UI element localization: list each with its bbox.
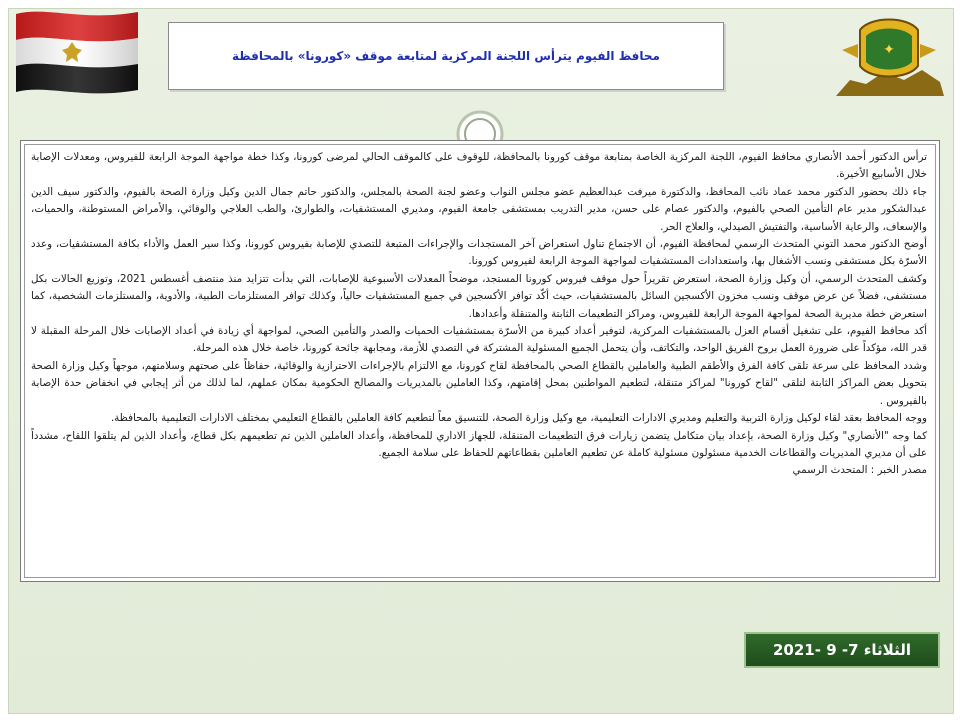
article-paragraph-8: كما وجه "الأنصاري" وكيل وزارة الصحة، بإعداد بيان متكامل يتضمن زيارات فرق التطعيمات المتنقلة، للجهاز الاداري للمحافظة، وأعداد العاملين الذين تم تطعيمهم بكل قطاع، وأعداد الذين لم يتلقوا اللقاح، مشدداً على أن مديري المديريات والقطاعات الخدمية مسئولون مسئولية كاملة عن تطعيم العاملين بقطاعاتهم للحفاظ على سلامة الجميع.	[31, 429, 927, 459]
article-paragraph-3: أوضح الدكتور محمد التوني المتحدث الرسمي لمحافظة الفيوم، أن الاجتماع تناول استعراض آخر المستجدات والإجراءات المتبعة للتصدي للإصابة بفيروس كورونا، وكذا سير العمل والأداء بكافة المستشفيات، وعدد الأسرّة بكل مستشفى ونسب الأشغال بها، واستعدادات المستشفيات لمواجهة الموجة الرابعة لفيروس كورونا.	[31, 238, 927, 268]
article-paragraph-6: وشدد المحافظ على سرعة تلقى كافة الفرق والأطقم الطبية والعاملين بالقطاع الصحي بالمحافظة لقاح كورونا، مع الالتزام بالإجراءات الاحترازية والوقائية، حفاظاً على صحتهم وسلامتهم، موجهاً وكيل وزارة الصحة بتحويل بعض المراكز الثابتة لتلقى "لقاح كورونا" لمراكز متنقلة، لتطعيم المواطنين بمحل إقامتهم، وكذا العاملين بالمديريات والمصالح الحكومية بمكان عملهم، لما لذلك من أثر إيجابي في انخفاض حدة الإصابة بالفيروس .	[31, 359, 927, 407]
headline-box	[168, 22, 724, 90]
article-paragraph-4: وكشف المتحدث الرسمي، أن وكيل وزارة الصحة، استعرض تقريراً حول موقف فيروس كورونا المستجد، موضحاً المعدلات الأسبوعية للإصابات، التي بدأت تتزايد منذ منتصف أغسطس 2021، وتوزيع الحالات بكل مستشفى، فضلاً عن عرض موقف ونسب مخزون الأكسجين السائل بالمستشفيات، حيث أكّد توافر الأكسجين في جميع المستشفيات حالياً، وكذلك توافر المستلزمات الطبية، والأدوية، والمستلزمات الشخصية، كما استعرض خطة مديرية الصحة لمواجهة الموجة الرابعة للفيروس، ومراكز التطعيمات الثابتة والمتنقلة وأعدادها.	[31, 272, 927, 320]
article-paragraph-2: جاء ذلك بحضور الدكتور محمد عماد نائب المحافظ، والدكتورة ميرفت عبدالعظيم عضو مجلس النواب وعضو لجنة الصحة بالمجلس، والدكتور حاتم جمال الدين وكيل وزارة الصحة بالفيوم، والدكتور سيف الدين عبدالشكور مدير عام التأمين الصحي بالفيوم، والدكتور عصام على حسن، مدير التدريب بمستشفى جامعة الفيوم، ومديري المستشفيات، والطوارئ، والطب العلاجي والوقائي، والأمراض المستوطنة، والحميات، والإسعاف، والرعاية الأساسية، والتفتيش الصيدلي، والعلاج الحر.	[31, 185, 927, 233]
article-paragraph-7: ووجه المحافظ بعقد لقاء لوكيل وزارة التربية والتعليم ومديري الادارات التعليمية، مع وكيل وزارة الصحة، للتنسيق معاً لتطعيم كافة العاملين بالقطاع التعليمي بمختلف الادارات التعليمية بالمحافظة.	[110, 412, 927, 425]
egypt-flag-icon	[12, 6, 142, 98]
date-label: الثلاثاء 7- 9 -2021	[773, 641, 911, 659]
fayoum-governorate-logo	[830, 10, 948, 106]
headline: محافظ الفيوم يترأس اللجنة المركزية لمتابعة موقف «كورونا» بالمحافظة	[232, 49, 660, 63]
article-box	[20, 140, 940, 582]
svg-text:✦: ✦	[883, 42, 895, 58]
date-banner	[744, 632, 940, 668]
article-body	[31, 149, 927, 480]
article-source: مصدر الخبر : المتحدث الرسمي	[792, 464, 927, 477]
article-paragraph-1: ترأس الدكتور أحمد الأنصاري محافظ الفيوم، اللجنة المركزية الخاصة بمتابعة موقف كورونا بالمحافظة، للوقوف على كالموقف الحالي لمرضى كورونا، وكذا خطة مواجهة الموجة الرابعة للفيروس، ومعدلات الإصابة خلال الأسابيع الأخيرة.	[31, 151, 927, 181]
article-paragraph-5: أكد محافظ الفيوم، على تشغيل أقسام العزل بالمستشفيات المركزية، لتوفير أعداد كبيرة من الأسرّة بمستشفيات الحميات والصدر والتأمين الصحي، لمواجهة أي زيادة في أعداد الإصابات خلال المرحلة المقبلة لا قدر الله، مؤكداً على ضرورة العمل بروح الفريق الواحد، والتكاتف، وأن يتحمل الجميع المسئولية المشتركة في التصدي للأزمة، ومجابهة جائحة كورونا، خاصة خلال هذه المرحلة.	[31, 325, 927, 355]
